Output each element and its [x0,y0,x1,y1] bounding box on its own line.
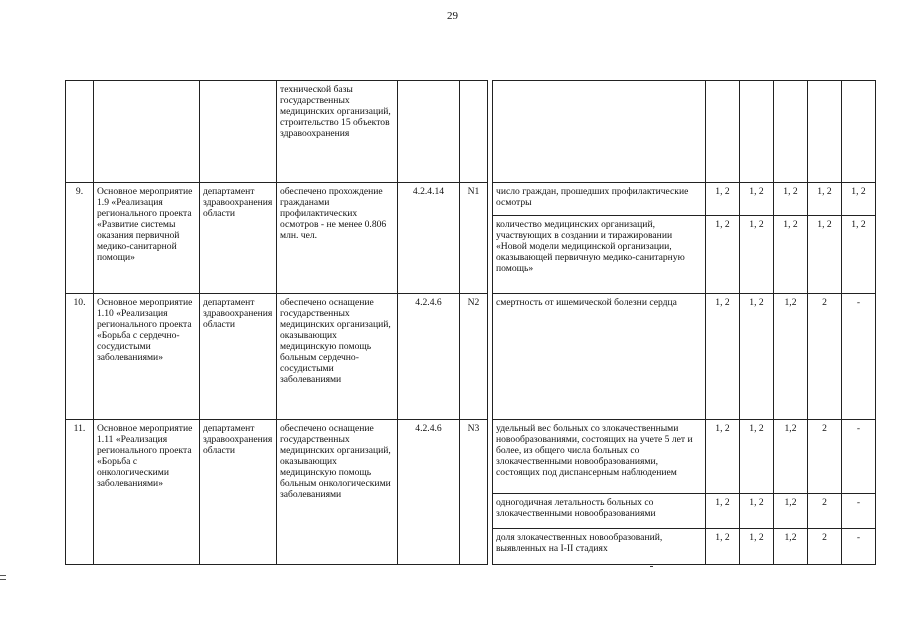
indicator-value: 1,2 [774,420,808,494]
indicator-value: 2 [808,494,842,529]
indicator-value: 1, 2 [706,294,740,420]
result-cell: технической базы государственных медицинских организаций, строительство 15 объектов здравоохранения [277,81,398,183]
indicator-value: 1, 2 [842,183,876,216]
indicator-value: 1, 2 [706,183,740,216]
row-number: 9. [66,183,94,294]
indicator-value: 1, 2 [740,183,774,216]
result-cell: обеспечено оснащение государственных медицинских организаций, оказывающих медицинскую помощь больным онкологическими заболеваниями [277,420,398,565]
indicator-value: 1,2 [774,529,808,565]
indicator-value: 1,2 [774,294,808,420]
result-cell: обеспечено прохождение гражданами профилактических осмотров - не менее 0.806 млн. чел. [277,183,398,294]
indicator-value: 1, 2 [740,420,774,494]
link-cell: N2 [460,294,488,420]
code-cell: 4.2.4.14 [398,183,460,294]
continuation-row [66,81,876,183]
program-measures-table [65,80,876,565]
link-cell: N3 [460,420,488,565]
link-cell: N1 [460,183,488,294]
indicator-name: доля злокачественных новообразований, выявленных на I-II стадиях [493,529,706,565]
executor-cell: департамент здравоохранения области [200,294,277,420]
indicator-value: 1, 2 [706,420,740,494]
executor-cell: департамент здравоохранения области [200,420,277,565]
indicator-value: 1, 2 [808,216,842,294]
indicator-name: удельный вес больных со злокачественными новообразованиями, состоящих на учете 5 лет и более, из общего числа больных со злокачественными новообразованиями, состоящих под диспансерным наблюдением [493,420,706,494]
indicator-value: 1, 2 [740,494,774,529]
indicator-value: - [842,529,876,565]
indicator-value: 2 [808,420,842,494]
measure-cell: Основное мероприятие 1.9 «Реализация регионального проекта «Развитие системы оказания первичной медико-санитарной помощи» [94,183,200,294]
row-number: 11. [66,420,94,565]
margin-mark [0,572,6,586]
table-row [66,183,876,216]
table-row [66,294,876,420]
row-number: 10. [66,294,94,420]
indicator-value: - [842,420,876,494]
indicator-value: 1, 2 [774,216,808,294]
indicator-name: одногодичная летальность больных со злокачественными новообразованиями [493,494,706,529]
indicator-value: 1, 2 [740,216,774,294]
indicator-name: количество медицинских организаций, участвующих в создании и тиражировании «Новой модели медицинской организации, оказывающей первичную медико-санитарную помощь» [493,216,706,294]
indicator-value: 2 [808,294,842,420]
page-number: 29 [447,10,458,22]
scan-mark [650,566,653,567]
table-row [66,420,876,494]
indicator-value: 1,2 [774,494,808,529]
indicator-value: 1, 2 [842,216,876,294]
indicator-name: смертность от ишемической болезни сердца [493,294,706,420]
measure-cell: Основное мероприятие 1.10 «Реализация регионального проекта «Борьба с сердечно-сосудистыми заболеваниями» [94,294,200,420]
indicator-name: число граждан, прошедших профилактические осмотры [493,183,706,216]
executor-cell: департамент здравоохранения области [200,183,277,294]
result-cell: обеспечено оснащение государственных медицинских организаций, оказывающих медицинскую помощь больным сердечно-сосудистыми заболеваниями [277,294,398,420]
indicator-value: 1, 2 [706,216,740,294]
indicator-value: 1, 2 [706,494,740,529]
code-cell: 4.2.4.6 [398,294,460,420]
indicator-value: 1, 2 [740,294,774,420]
indicator-value: - [842,494,876,529]
indicator-value: - [842,294,876,420]
indicator-value: 1, 2 [774,183,808,216]
indicator-value: 1, 2 [740,529,774,565]
code-cell: 4.2.4.6 [398,420,460,565]
indicator-value: 1, 2 [706,529,740,565]
measure-cell: Основное мероприятие 1.11 «Реализация регионального проекта «Борьба с онкологическими заболеваниями» [94,420,200,565]
indicator-value: 2 [808,529,842,565]
indicator-value: 1, 2 [808,183,842,216]
